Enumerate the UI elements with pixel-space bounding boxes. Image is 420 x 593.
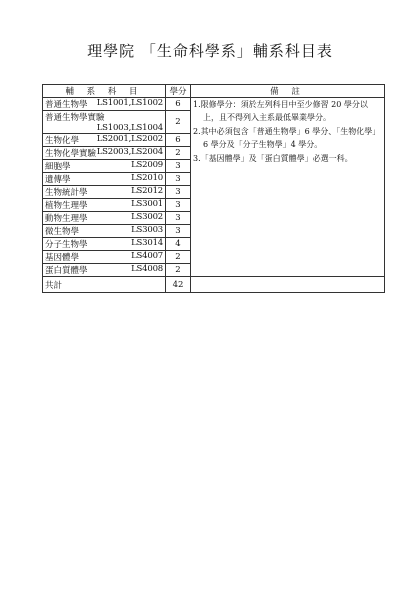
course-code: LS4007	[131, 251, 163, 261]
course-cell	[43, 238, 166, 251]
course-cell	[43, 251, 166, 264]
remark-item: 2.其中必須包含「普通生物學」6 學分、「生物化學」6 學分及「分子生物學」4 學分。	[193, 126, 381, 150]
credit-header: 學分	[166, 85, 191, 98]
course-code: LS2001,LS2002	[96, 134, 163, 144]
course-credit: 2	[166, 264, 191, 277]
course-credit: 2	[166, 251, 191, 264]
course-credit: 3	[166, 225, 191, 238]
course-credit: 2	[166, 147, 191, 160]
course-name: 生物統計學	[45, 188, 88, 198]
course-name: 生物化學實驗	[45, 149, 97, 159]
course-name: 微生物學	[45, 227, 80, 237]
course-code: LS2012	[131, 186, 163, 196]
course-credit: 6	[166, 134, 191, 147]
course-cell	[43, 160, 166, 173]
course-code: LS2009	[131, 160, 163, 170]
course-code: LS3014	[131, 238, 163, 248]
course-credit: 3	[166, 199, 191, 212]
course-name: 普通生物學	[45, 100, 88, 110]
course-name: 動物生理學	[45, 214, 88, 224]
course-name: 蛋白質體學	[45, 266, 88, 276]
course-code: LS2003,LS2004	[96, 147, 163, 157]
total-credit: 42	[166, 277, 191, 293]
course-code: LS2010	[131, 173, 163, 183]
course-cell	[43, 147, 166, 160]
course-credit: 3	[166, 186, 191, 199]
course-code: LS1003,LS1004	[96, 123, 163, 133]
course-name: 植物生理學	[45, 201, 88, 211]
total-remark-cell	[191, 277, 385, 293]
course-code: LS3003	[131, 225, 163, 235]
course-cell	[43, 212, 166, 225]
page-title: 理學院 「生命科學系」輔系科目表	[87, 42, 333, 60]
subject-header: 輔 系 科 目	[43, 85, 166, 98]
table-row	[43, 98, 385, 111]
course-name: 生物化學	[45, 136, 80, 146]
course-credit: 2	[166, 111, 191, 134]
course-name: 普通生物學實驗	[45, 113, 105, 123]
table-header-row	[43, 85, 385, 98]
course-cell	[43, 98, 166, 111]
remark-header: 備 註	[191, 85, 385, 98]
course-credit: 6	[166, 98, 191, 111]
total-label: 共計	[43, 277, 166, 293]
course-cell	[43, 111, 166, 134]
course-credit: 3	[166, 212, 191, 225]
remarks-cell	[191, 98, 385, 277]
minor-course-table	[42, 84, 385, 293]
course-cell	[43, 264, 166, 277]
remark-item: 1.限修學分：須於左列科目中至少修習 20 學分以上，且不得列入主系最低畢業學分。	[193, 100, 368, 123]
course-code: LS4008	[131, 264, 163, 274]
course-credit: 4	[166, 238, 191, 251]
remark-item: 3.「基因體學」及「蛋白質體學」必選一科。	[193, 153, 353, 163]
course-code: LS3002	[131, 212, 163, 222]
course-code: LS3001	[131, 199, 163, 209]
course-credit: 3	[166, 173, 191, 186]
course-name: 遺傳學	[45, 175, 71, 185]
course-cell	[43, 186, 166, 199]
course-credit: 3	[166, 160, 191, 173]
total-row	[43, 277, 385, 293]
course-cell	[43, 225, 166, 238]
course-cell	[43, 199, 166, 212]
course-name: 分子生物學	[45, 240, 88, 250]
course-cell	[43, 173, 166, 186]
course-cell	[43, 134, 166, 147]
course-name: 基因體學	[45, 253, 80, 263]
course-code: LS1001,LS1002	[96, 98, 163, 108]
course-name: 細胞學	[45, 162, 71, 172]
